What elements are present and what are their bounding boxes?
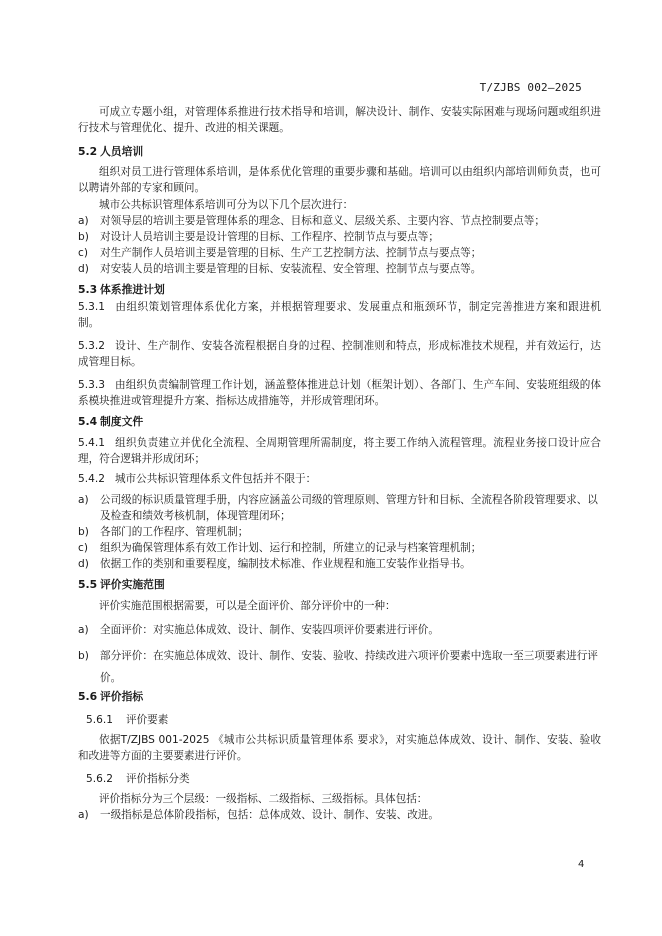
list-marker: d) xyxy=(78,558,89,570)
clause-number: 5.4.2 xyxy=(78,473,105,485)
section-title: 体系推进计划 xyxy=(100,283,165,296)
training-paragraph-2: 城市公共标识管理体系培训可分为以下几个层次进行： xyxy=(99,199,354,211)
list-item xyxy=(78,540,601,556)
list-item xyxy=(78,261,601,277)
list-marker: a) xyxy=(78,215,89,227)
clause-text: 城市公共标识管理体系文件包括并不限于： xyxy=(114,473,317,485)
section-5-6-heading xyxy=(78,689,143,704)
list-marker: a) xyxy=(78,624,89,636)
list-text: 公司级的标识质量管理手册，内容应涵盖公司级的管理原则、管理方针和目标、全流程各阶段管理要求、以及检查和绩效考核机制，体现管理闭环； xyxy=(100,494,598,522)
indicator-classification-paragraph: 评价指标分为三个层级：一级指标、二级指标、三级指标。具体包括： xyxy=(99,793,428,805)
list-item xyxy=(78,229,601,245)
list-text: 组织为确保管理体系有效工作计划、运行和控制，所建立的记录与档案管理机制； xyxy=(100,542,482,554)
section-number: 5.2 xyxy=(78,145,98,158)
subsection-5-6-2-heading xyxy=(86,771,190,786)
list-marker: b) xyxy=(78,231,89,243)
list-marker: d) xyxy=(78,263,89,275)
list-item xyxy=(78,622,601,638)
clause-text: 设计、生产制作、安装各流程根据自身的过程、控制准则和特点，形成标准技术规程，并有效运行，达成管理目标。 xyxy=(78,340,601,368)
training-paragraph-1: 组织对员工进行管理体系培训，是体系优化管理的重要步骤和基础。培训可以由组织内部培训师负责，也可以聘请外部的专家和顾问。 xyxy=(78,166,601,194)
page-number: 4 xyxy=(578,859,585,870)
list-marker: a) xyxy=(78,494,89,506)
list-marker: b) xyxy=(78,526,89,538)
clause-text: 组织负责建立并优化全流程、全周期管理所需制度，将主要工作纳入流程管理。流程业务接口设计应合理，符合逻辑并形成闭环； xyxy=(78,437,601,465)
list-item xyxy=(78,213,601,229)
subsection-title: 评价指标分类 xyxy=(126,773,190,785)
scope-paragraph: 评价实施范围根据需要，可以是全面评价、部分评价中的一种： xyxy=(99,600,396,612)
evaluation-elements-paragraph: 依据T/ZJBS 001-2025 《城市公共标识质量管理体系 要求》，对实施总体成效、设计、制作、安装、验收和改进等方面的主要要素进行评价。 xyxy=(78,734,601,762)
section-number: 5.4 xyxy=(78,415,98,428)
clause-5-3-3 xyxy=(78,377,601,409)
list-text: 对生产制作人员培训主要是管理的目标、生产工艺控制方法、控制节点与要点等； xyxy=(100,247,482,259)
list-text: 对安装人员的培训主要是管理的目标、安装流程、安全管理、控制节点与要点等。 xyxy=(100,263,482,275)
subsection-number: 5.6.2 xyxy=(86,773,113,785)
section-title: 人员培训 xyxy=(100,145,144,158)
list-text: 全面评价：对实施总体成效、设计、制作、安装四项评价要素进行评价。 xyxy=(100,624,439,636)
section-5-4-heading xyxy=(78,414,143,429)
list-marker: c) xyxy=(78,247,88,259)
clause-number: 5.3.2 xyxy=(78,340,105,352)
list-marker: b) xyxy=(78,650,89,662)
section-title: 制度文件 xyxy=(100,415,144,428)
list-item xyxy=(78,524,601,540)
clause-number: 5.3.1 xyxy=(78,301,105,313)
list-text: 依据工作的类别和重要程度，编制技术标准、作业规程和施工安装作业指导书。 xyxy=(100,558,471,570)
section-number: 5.3 xyxy=(78,283,98,296)
list-text: 对设计人员培训主要是设计管理的目标、工作程序、控制节点与要点等； xyxy=(100,231,439,243)
clause-text: 由组织策划管理体系优化方案，并根据管理要求、发展重点和瓶颈环节，制定完善推进方案和跟进机制。 xyxy=(78,301,601,329)
list-item xyxy=(78,556,601,572)
clause-5-4-2 xyxy=(78,471,601,487)
list-text: 各部门的工作程序、管理机制； xyxy=(100,526,249,538)
subsection-5-6-1-heading xyxy=(86,712,168,727)
section-5-3-heading xyxy=(78,282,165,297)
list-item xyxy=(78,645,601,689)
list-item xyxy=(78,245,601,261)
section-number: 5.5 xyxy=(78,578,98,591)
section-number: 5.6 xyxy=(78,690,98,703)
list-text: 一级指标是总体阶段指标，包括：总体成效、设计、制作、安装、改进。 xyxy=(100,809,439,821)
document-code-header: T/ZJBS 002—2025 xyxy=(479,81,582,94)
list-marker: a) xyxy=(78,809,89,821)
section-5-2-heading xyxy=(78,144,143,159)
section-title: 评价实施范围 xyxy=(100,578,165,591)
section-5-5-heading xyxy=(78,577,165,592)
intro-paragraph: 可成立专题小组，对管理体系推进行技术指导和培训，解决设计、制作、安装实际困难与现场问题或组织进行技术与管理优化、提升、改进的相关课题。 xyxy=(78,106,601,134)
subsection-number: 5.6.1 xyxy=(86,714,113,726)
clause-text: 由组织负责编制管理工作计划，涵盖整体推进总计划（框架计划）、各部门、生产车间、安装班组级的体系模块推进或管理提升方案、指标达成措施等，并形成管理闭环。 xyxy=(78,379,601,407)
list-marker: c) xyxy=(78,542,88,554)
list-item xyxy=(78,807,601,823)
clause-5-4-1 xyxy=(78,435,601,467)
clause-number: 5.3.3 xyxy=(78,379,105,391)
clause-5-3-1 xyxy=(78,299,601,331)
clause-5-3-2 xyxy=(78,338,601,370)
list-text: 对领导层的培训主要是管理体系的理念、目标和意义、层级关系、主要内容、节点控制要点等； xyxy=(100,215,545,227)
list-text: 部分评价：在实施总体成效、设计、制作、安装、验收、持续改进六项评价要素中选取一至三项要素进行评价。 xyxy=(100,650,598,684)
section-title: 评价指标 xyxy=(100,690,144,703)
list-item xyxy=(78,492,601,524)
subsection-title: 评价要素 xyxy=(126,714,169,726)
clause-number: 5.4.1 xyxy=(78,437,105,449)
